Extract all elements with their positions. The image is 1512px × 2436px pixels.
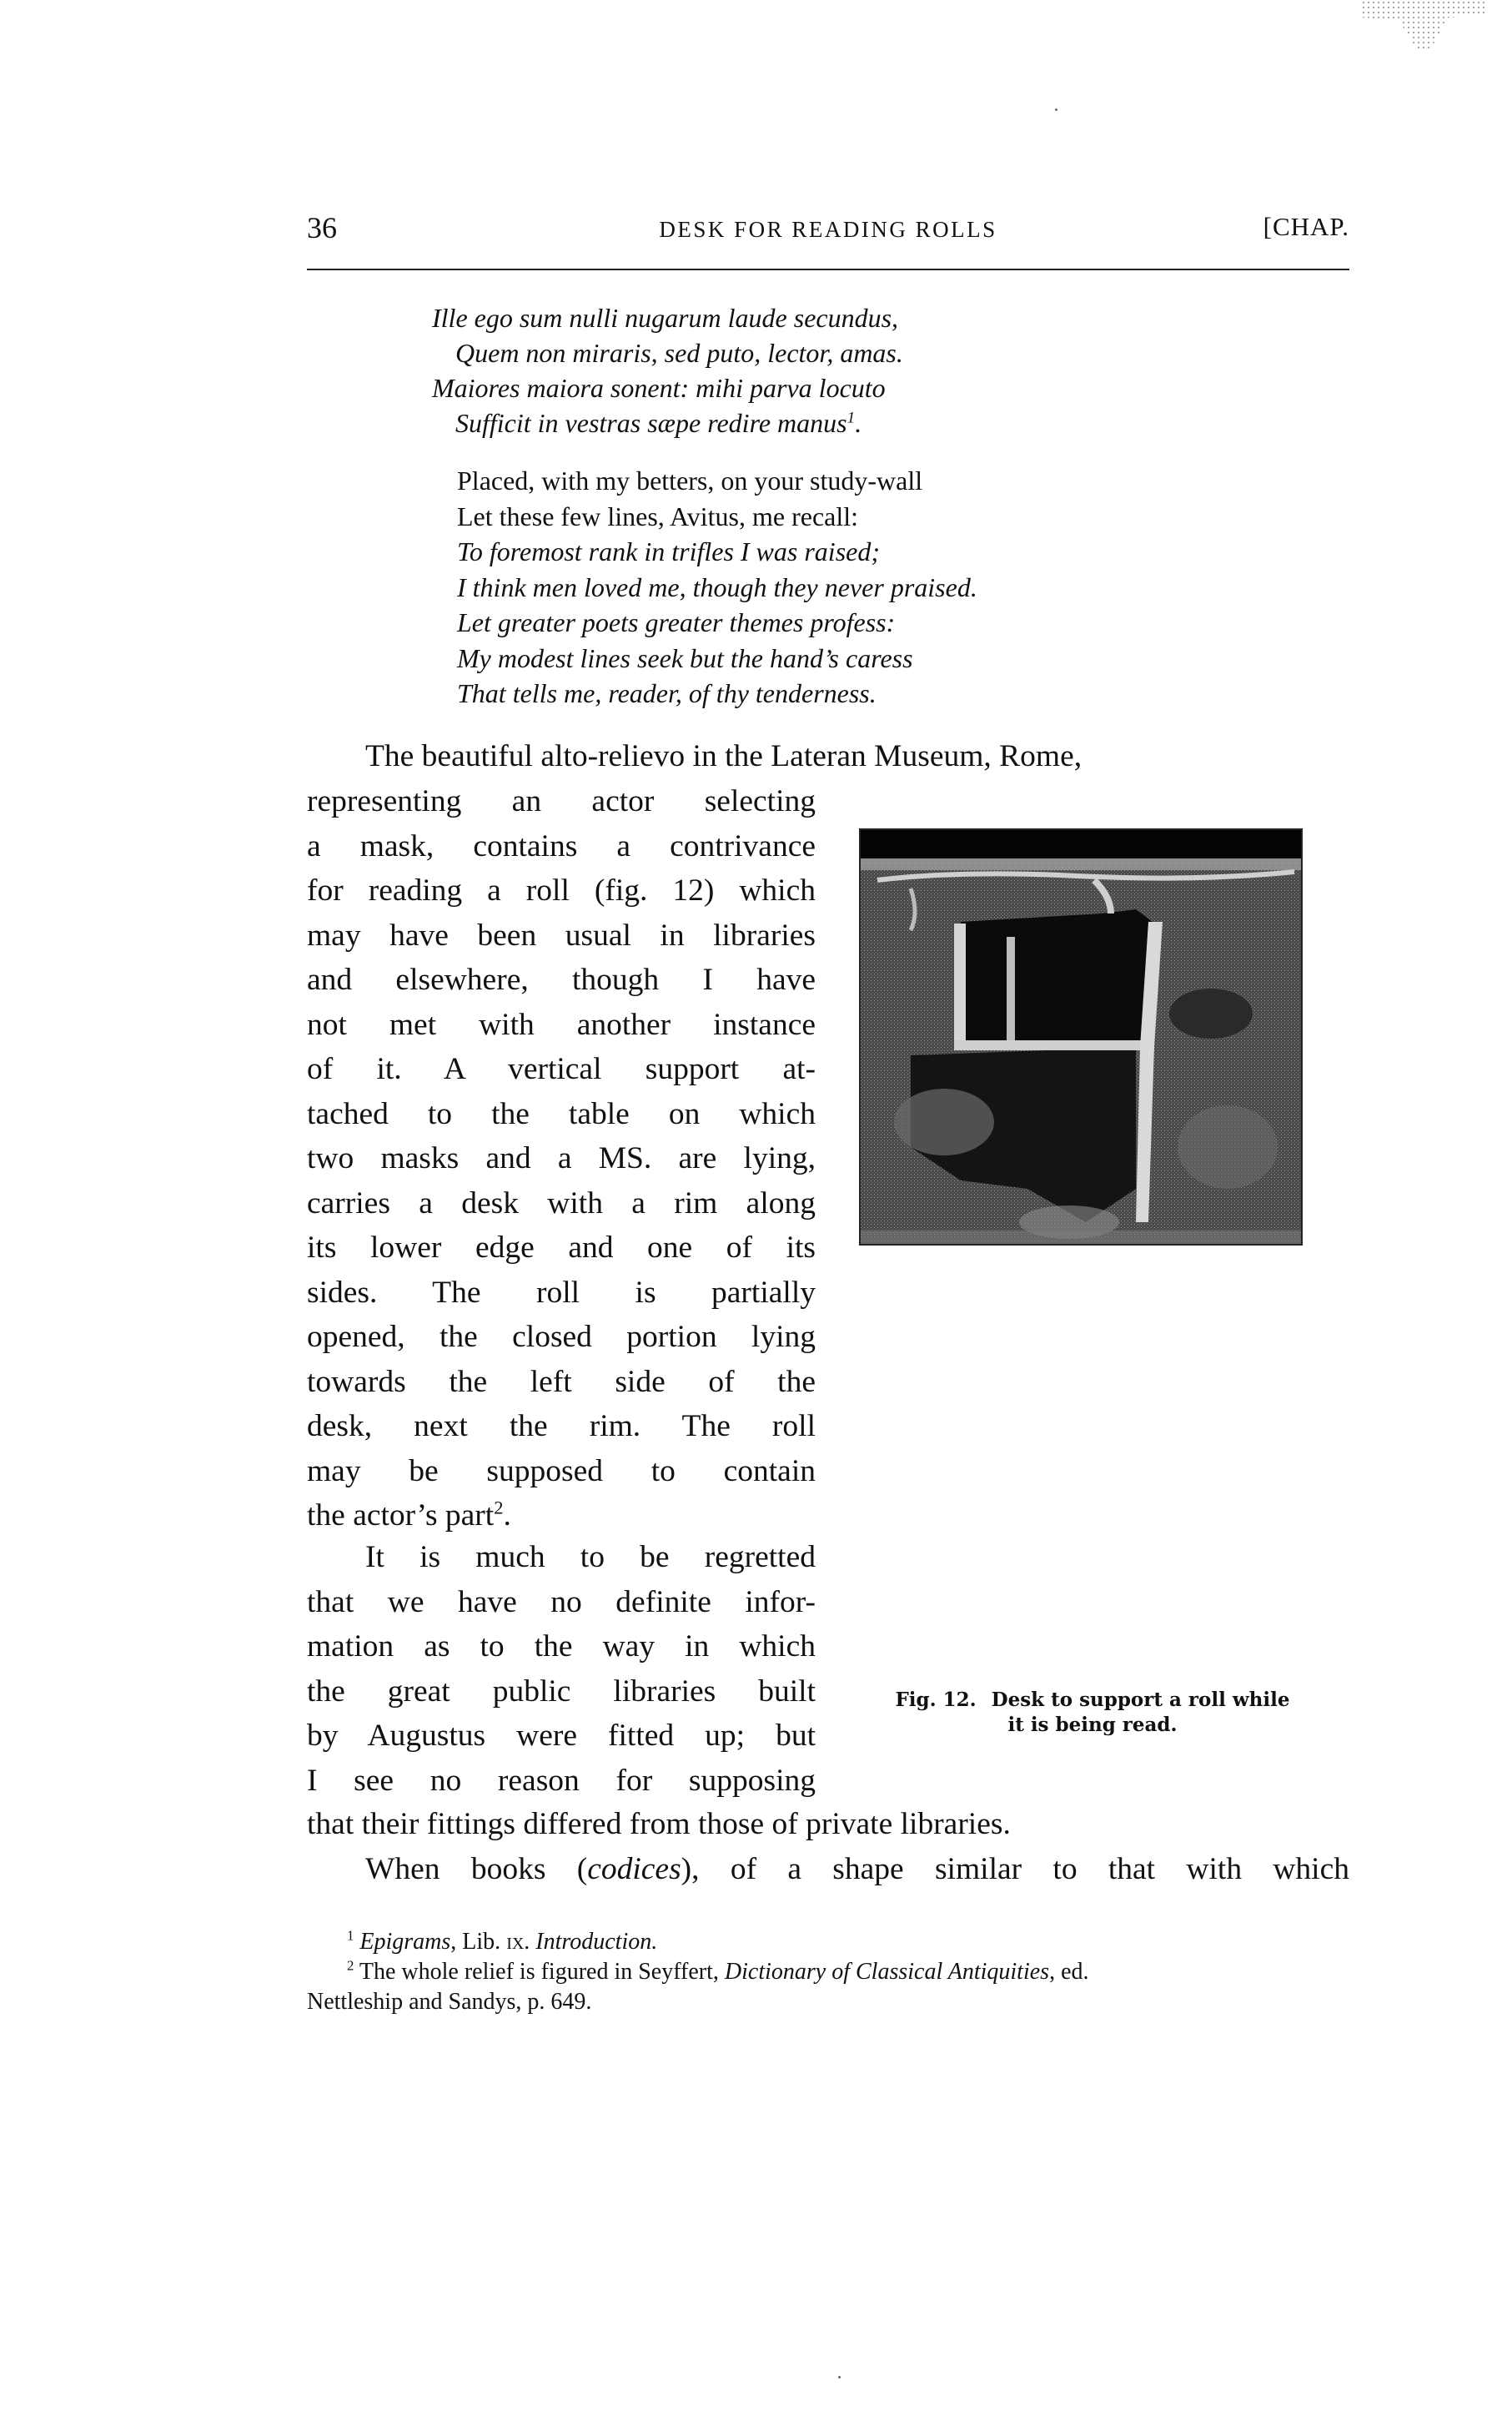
text-span: ), of a shape similar to that with which (681, 1851, 1350, 1886)
citation-section: Introduction. (535, 1929, 658, 1955)
scan-speck (1055, 108, 1057, 111)
epigraph-translation (457, 463, 977, 712)
text-span: , Lib. (450, 1929, 507, 1955)
text-line: tached to the table on which (307, 1096, 816, 1131)
verse-line: Let greater poets greater themes profess: (457, 607, 896, 637)
roman-numeral: ix (506, 1929, 525, 1955)
footnote-1 (307, 1927, 1349, 1957)
text-line: a mask, contains a contrivance (307, 828, 816, 863)
paragraph-1-column (307, 779, 816, 1538)
figure-number: Fig. 12. (895, 1689, 977, 1711)
paragraph-1-first-line: The beautiful alto-relievo in the Lateran Museum, Rome, (365, 739, 1083, 773)
chapter-marker: [CHAP. (1263, 212, 1349, 241)
text-line: towards the left side of the (307, 1364, 816, 1399)
footnote-marker: 1 (347, 1927, 354, 1944)
footnote-marker: 2 (347, 1957, 354, 1974)
text-line: that we have no definite infor- (307, 1584, 816, 1619)
footnote-2 (307, 1957, 1349, 1987)
text-line: may be supposed to contain (307, 1453, 816, 1488)
text-line: may have been usual in libraries (307, 918, 816, 953)
text-span: the actor’s part (307, 1498, 495, 1533)
paragraph-2-column (307, 1535, 816, 1803)
text-line: representing an actor selecting (307, 784, 816, 818)
verse-text: Sufficit in vestras sæpe redire manus (455, 408, 847, 438)
text-line: for reading a roll (fig. 12) which (307, 873, 816, 908)
caption-line-2: it is being read. (1007, 1714, 1178, 1736)
scan-artifact (1361, 0, 1486, 50)
text-span: . (524, 1929, 536, 1955)
verse-line: That tells me, reader, of thy tenderness. (457, 678, 877, 708)
footnotes (307, 1927, 1349, 2017)
paragraph-2-full (307, 1802, 1349, 1891)
text-span: When books ( (365, 1851, 588, 1886)
text-line: of it. A vertical support at- (307, 1052, 816, 1086)
verse-line: Maiores maiora sonent: mihi parva locuto (432, 373, 886, 403)
caption-line-1: Desk to support a roll while (991, 1689, 1290, 1711)
epigraph-latin (432, 300, 903, 440)
text-span: The whole relief is figured in Seyffert, (359, 1959, 725, 1985)
figure-12-photo (859, 828, 1303, 1246)
verse-line: Sufficit in vestras sæpe redire manus$^1$. (455, 408, 862, 438)
text-line: opened, the closed portion lying (307, 1320, 816, 1354)
text-line: mation as to the way in which (307, 1629, 816, 1663)
text-line: carries a desk with a rim along (307, 1185, 816, 1221)
figure-caption (842, 1688, 1343, 1738)
verse-line: I think men loved me, though they never praised. (457, 571, 977, 602)
footnote-2-continuation: Nettleship and Sandys, p. 649. (307, 1989, 592, 2015)
text-line: the great public libraries built (307, 1673, 816, 1709)
running-title: DESK FOR READING ROLLS (659, 217, 997, 242)
text-line: two masks and a MS. are lying, (307, 1141, 816, 1175)
paragraph-3-first-line (307, 1847, 1349, 1892)
running-header (307, 210, 1349, 252)
text-line: by Augustus were fitted up; but (307, 1719, 816, 1753)
text-line: its lower edge and one of its (307, 1231, 816, 1265)
citation-title: Dictionary of Classical Antiquities (724, 1959, 1050, 1985)
verse-line: To foremost rank in trifles I was raised; (457, 536, 880, 566)
verse-line: Quem non miraris, sed puto, lector, amas. (455, 338, 903, 368)
verse-line: Placed, with my betters, on your study-wall (457, 466, 923, 496)
text-line: and elsewhere, though I have (307, 963, 816, 997)
page-number: 36 (307, 211, 337, 244)
text-line: not met with another instance (307, 1007, 816, 1042)
text-line: It is much to be regretted (365, 1540, 816, 1574)
header-rule (307, 269, 1349, 270)
italic-term: codices (587, 1851, 681, 1886)
verse-line: Let these few lines, Avitus, me recall: (457, 501, 859, 531)
relief-image (861, 830, 1301, 1244)
text-line: sides. The roll is partially (307, 1275, 816, 1310)
text-line-last: the actor’s part$^2$. (307, 1497, 511, 1533)
verse-line: Ille ego sum nulli nugarum laude secundus, (432, 303, 899, 333)
text-line: desk, next the rim. The roll (307, 1409, 816, 1443)
footnote-ref[interactable]: 1 (846, 409, 856, 427)
scan-speck (838, 2376, 841, 2378)
text-line: that their fittings differed from those of private libraries. (307, 1807, 1011, 1841)
citation-title: Epigrams (359, 1929, 451, 1955)
verse-line: My modest lines seek but the hand’s caress (457, 642, 913, 673)
text-line: I see no reason for supposing (307, 1763, 816, 1798)
text-span: , ed. (1049, 1959, 1089, 1985)
footnote-ref[interactable]: 2 (494, 1497, 504, 1518)
